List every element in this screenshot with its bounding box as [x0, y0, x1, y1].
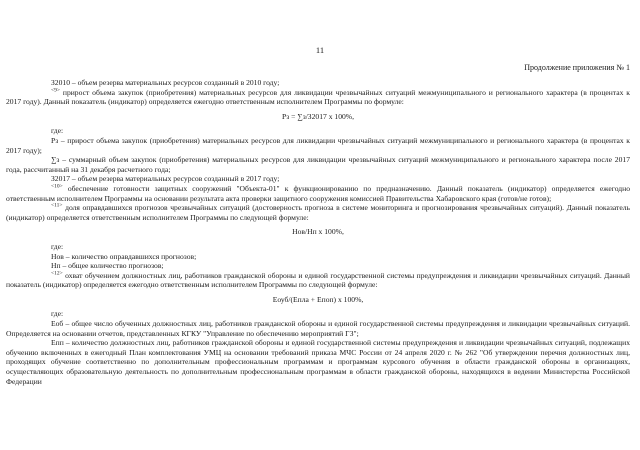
page-number: 11: [315, 45, 325, 55]
formula-training: Еоуб/(Епла + Епоп) х 100%,: [272, 294, 364, 304]
z2017-definition: З2017 – объем резерва материальных ресурсов созданный в 2017 году;: [51, 174, 280, 184]
document-body: [6, 78, 630, 386]
note-10-paragraph: [6, 184, 630, 203]
rz-definition: Рз – прирост объема закупок (приобретения) материальных ресурсов для ликвидации чрезвычайных ситуаций межмуниципального и регионального характера (в процентах к 2017 году);: [6, 135, 630, 155]
z2010-definition: З2010 – объем резерва материальных ресурсов созданный в 2010 году;: [51, 78, 280, 87]
footnote-marker: <10>: [51, 183, 63, 190]
paragraph-text: обеспечение готовности защитных сооружений "Объекта-01" к функционированию по предназначению. Данный показатель (индикатор) определяется ежегодно ответственным исполнителем Программы на основании результата акта проверки защитного сооружения комиссией Правительства Хабаровского края (готов/не готов);: [6, 183, 630, 203]
epp-definition: Епп – количество должностных лиц, работников гражданской обороны и единой государственной системы предупреждения и ликвидации чрезвычайных ситуаций, подлежащих обучению включенных в ежегодный План комплектования УМЦ на основании требований приказа МЧС России от 24 апреля 2020 г. № 262 "Об утверждении перечня должностных лиц, проходящих обучение соответственно по дополнительным профессиональным программам и программам курсового обучения в области гражданской обороны в организациях, осуществляющих образовательную деятельность по дополнительным профессиональным программам в области гражданской обороны, находящихся в ведении Министерства Российской Федерации: [6, 338, 630, 386]
appendix-title: Продолжение приложения № 1: [524, 63, 630, 72]
nov-definition: Нов – количество оправдавшихся прогнозов;: [51, 251, 197, 261]
paragraph-text: охват обучением должностных лиц, работников гражданской обороны и единой государственной системы предупреждения и ликвидации чрезвычайных ситуаций. Данный показатель (индикатор) определяется ежегодно ответственным исполнителем Программы по следующей формуле:: [6, 270, 630, 290]
footnote-marker: <12>: [51, 270, 63, 277]
where-label: где:: [51, 309, 64, 319]
sum-z-definition: ∑з – суммарный объем закупок (приобретения) материальных ресурсов для ликвидации чрезвычайных ситуаций межмуниципального и регионального характера после 2017 года, рассчитанный на 31 декабря расчетного года;: [6, 155, 630, 174]
paragraph-text: прирост объема закупок (приобретения) материальных ресурсов для ликвидации чрезвычайных ситуаций межмуниципального и регионального характера (в процентах к 2017 году). Данный показатель (индикатор) определяется ежегодно ответственным исполнителем Программы по формуле:: [6, 87, 630, 107]
eob-definition: Еоб – общее число обученных должностных лиц, работников гражданской обороны и единой государственной системы предупреждения и ликвидации чрезвычайных ситуаций. Определяется на основании отчетов, представленных КГКУ "Управление по обеспечению мероприятий ГЗ";: [6, 319, 630, 338]
formula-rz: Рз = ∑з/З2017 х 100%,: [281, 111, 355, 121]
footnote-marker: <11>: [51, 202, 63, 209]
paragraph-text: доля оправдавшихся прогнозов чрезвычайных ситуаций (достоверность прогноза в системе мониторинга и прогнозирования чрезвычайных ситуаций). Данный показатель (индикатор) определяется ответственным исполнителем Программы по следующей формуле:: [6, 203, 630, 222]
np-definition: Нп – общее количество прогнозов;: [51, 261, 164, 271]
where-label: где:: [51, 126, 64, 136]
note-12-paragraph: [6, 271, 630, 290]
footnote-marker: <9>: [51, 87, 60, 94]
formula-forecast: Нов/Нп х 100%,: [292, 227, 344, 237]
note-9-paragraph: [6, 88, 630, 107]
note-11-paragraph: [6, 203, 630, 222]
where-label: где:: [51, 241, 64, 251]
